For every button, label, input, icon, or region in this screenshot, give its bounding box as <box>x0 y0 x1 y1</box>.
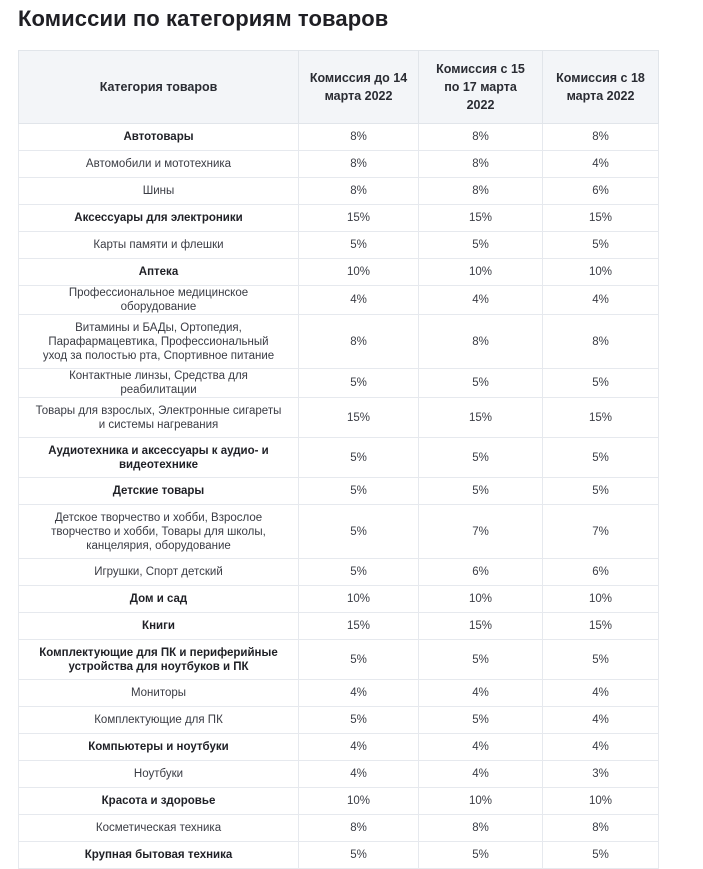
category-cell: Книги <box>19 613 299 640</box>
table-row <box>19 232 659 259</box>
category-cell: Игрушки, Спорт детский <box>19 559 299 586</box>
category-cell: Мониторы <box>19 680 299 707</box>
commission-from-mar-18-cell: 3% <box>543 761 659 788</box>
commission-mar-15-17-cell: 5% <box>419 707 543 734</box>
header-category: Категория товаров <box>19 51 299 124</box>
header-commission-mar-15-17: Комиссия с 15 по 17 марта 2022 <box>419 51 543 124</box>
commission-mar-15-17-cell: 5% <box>419 232 543 259</box>
commission-before-mar-14-cell: 5% <box>299 232 419 259</box>
commission-before-mar-14-cell: 10% <box>299 259 419 286</box>
commission-before-mar-14-cell: 5% <box>299 438 419 478</box>
commission-before-mar-14-cell: 10% <box>299 586 419 613</box>
commission-mar-15-17-cell: 15% <box>419 613 543 640</box>
commission-before-mar-14-cell: 4% <box>299 286 419 315</box>
commission-before-mar-14-cell: 5% <box>299 640 419 680</box>
commission-before-mar-14-cell: 8% <box>299 151 419 178</box>
commission-before-mar-14-cell: 8% <box>299 178 419 205</box>
header-commission-from-mar-18: Комиссия с 18 марта 2022 <box>543 51 659 124</box>
table-row <box>19 788 659 815</box>
commission-from-mar-18-cell: 5% <box>543 842 659 869</box>
table-row <box>19 369 659 398</box>
table-header-row <box>19 51 659 124</box>
commission-table-container <box>18 50 658 869</box>
commission-before-mar-14-cell: 8% <box>299 815 419 842</box>
table-row <box>19 559 659 586</box>
category-cell: Ноутбуки <box>19 761 299 788</box>
category-cell: Компьютеры и ноутбуки <box>19 734 299 761</box>
commission-mar-15-17-cell: 5% <box>419 842 543 869</box>
table-row <box>19 178 659 205</box>
category-cell: Дом и сад <box>19 586 299 613</box>
commission-before-mar-14-cell: 5% <box>299 505 419 559</box>
category-cell: Контактные линзы, Средства для реабилитации <box>19 369 299 398</box>
header-commission-before-mar-14: Комиссия до 14 марта 2022 <box>299 51 419 124</box>
commission-mar-15-17-cell: 10% <box>419 586 543 613</box>
commission-mar-15-17-cell: 4% <box>419 761 543 788</box>
commission-from-mar-18-cell: 4% <box>543 734 659 761</box>
table-row <box>19 151 659 178</box>
commission-from-mar-18-cell: 5% <box>543 438 659 478</box>
commission-from-mar-18-cell: 15% <box>543 613 659 640</box>
table-row <box>19 478 659 505</box>
commission-from-mar-18-cell: 5% <box>543 478 659 505</box>
commission-before-mar-14-cell: 5% <box>299 707 419 734</box>
commission-mar-15-17-cell: 10% <box>419 788 543 815</box>
commission-mar-15-17-cell: 5% <box>419 478 543 505</box>
category-cell: Красота и здоровье <box>19 788 299 815</box>
commission-mar-15-17-cell: 10% <box>419 259 543 286</box>
commission-before-mar-14-cell: 5% <box>299 369 419 398</box>
table-row <box>19 286 659 315</box>
commission-mar-15-17-cell: 8% <box>419 315 543 369</box>
commission-mar-15-17-cell: 4% <box>419 286 543 315</box>
category-cell: Комплектующие для ПК и периферийные устройства для ноутбуков и ПК <box>19 640 299 680</box>
commission-mar-15-17-cell: 8% <box>419 151 543 178</box>
commission-table <box>18 50 659 869</box>
commission-from-mar-18-cell: 10% <box>543 259 659 286</box>
commission-mar-15-17-cell: 8% <box>419 815 543 842</box>
commission-from-mar-18-cell: 5% <box>543 232 659 259</box>
commission-from-mar-18-cell: 5% <box>543 369 659 398</box>
commission-before-mar-14-cell: 15% <box>299 398 419 438</box>
category-cell: Профессиональное медицинское оборудование <box>19 286 299 315</box>
table-row <box>19 398 659 438</box>
commission-before-mar-14-cell: 8% <box>299 124 419 151</box>
commission-mar-15-17-cell: 6% <box>419 559 543 586</box>
commission-mar-15-17-cell: 4% <box>419 734 543 761</box>
category-cell: Крупная бытовая техника <box>19 842 299 869</box>
category-cell: Карты памяти и флешки <box>19 232 299 259</box>
commission-before-mar-14-cell: 5% <box>299 842 419 869</box>
commission-from-mar-18-cell: 15% <box>543 205 659 232</box>
commission-from-mar-18-cell: 6% <box>543 559 659 586</box>
table-row <box>19 613 659 640</box>
commission-mar-15-17-cell: 5% <box>419 438 543 478</box>
commission-before-mar-14-cell: 15% <box>299 613 419 640</box>
commission-mar-15-17-cell: 15% <box>419 205 543 232</box>
category-cell: Аудиотехника и аксессуары к аудио- и видеотехнике <box>19 438 299 478</box>
table-row <box>19 586 659 613</box>
commission-from-mar-18-cell: 6% <box>543 178 659 205</box>
category-cell: Аксессуары для электроники <box>19 205 299 232</box>
table-row <box>19 438 659 478</box>
table-row <box>19 815 659 842</box>
commission-from-mar-18-cell: 7% <box>543 505 659 559</box>
commission-mar-15-17-cell: 8% <box>419 124 543 151</box>
category-cell: Товары для взрослых, Электронные сигареты и системы нагревания <box>19 398 299 438</box>
category-cell: Косметическая техника <box>19 815 299 842</box>
commission-before-mar-14-cell: 4% <box>299 761 419 788</box>
commission-from-mar-18-cell: 4% <box>543 680 659 707</box>
table-row <box>19 761 659 788</box>
category-cell: Аптека <box>19 259 299 286</box>
table-row <box>19 205 659 232</box>
commission-from-mar-18-cell: 10% <box>543 586 659 613</box>
commission-mar-15-17-cell: 15% <box>419 398 543 438</box>
commission-before-mar-14-cell: 4% <box>299 734 419 761</box>
commission-from-mar-18-cell: 4% <box>543 151 659 178</box>
category-cell: Детские товары <box>19 478 299 505</box>
page-title: Комиссии по категориям товаров <box>18 6 389 31</box>
category-cell: Витамины и БАДы, Ортопедия, Парафармацевтика, Профессиональный уход за полостью рта, Спортивное питание <box>19 315 299 369</box>
commission-before-mar-14-cell: 10% <box>299 788 419 815</box>
table-body <box>19 124 659 869</box>
commission-mar-15-17-cell: 5% <box>419 369 543 398</box>
commission-from-mar-18-cell: 15% <box>543 398 659 438</box>
commission-mar-15-17-cell: 8% <box>419 178 543 205</box>
commission-mar-15-17-cell: 5% <box>419 640 543 680</box>
commission-from-mar-18-cell: 4% <box>543 707 659 734</box>
commission-from-mar-18-cell: 8% <box>543 124 659 151</box>
commission-before-mar-14-cell: 8% <box>299 315 419 369</box>
commission-from-mar-18-cell: 8% <box>543 315 659 369</box>
category-cell: Комплектующие для ПК <box>19 707 299 734</box>
commission-from-mar-18-cell: 10% <box>543 788 659 815</box>
table-row <box>19 734 659 761</box>
category-cell: Шины <box>19 178 299 205</box>
commission-from-mar-18-cell: 4% <box>543 286 659 315</box>
table-row <box>19 124 659 151</box>
category-cell: Автотовары <box>19 124 299 151</box>
commission-before-mar-14-cell: 15% <box>299 205 419 232</box>
table-row <box>19 315 659 369</box>
commission-mar-15-17-cell: 4% <box>419 680 543 707</box>
commission-from-mar-18-cell: 8% <box>543 815 659 842</box>
commission-mar-15-17-cell: 7% <box>419 505 543 559</box>
table-row <box>19 707 659 734</box>
commission-before-mar-14-cell: 5% <box>299 559 419 586</box>
table-row <box>19 842 659 869</box>
commission-from-mar-18-cell: 5% <box>543 640 659 680</box>
commission-before-mar-14-cell: 4% <box>299 680 419 707</box>
table-row <box>19 505 659 559</box>
table-row <box>19 259 659 286</box>
table-row <box>19 680 659 707</box>
category-cell: Детское творчество и хобби, Взрослое творчество и хобби, Товары для школы, канцелярия, оборудование <box>19 505 299 559</box>
category-cell: Автомобили и мототехника <box>19 151 299 178</box>
commission-before-mar-14-cell: 5% <box>299 478 419 505</box>
table-row <box>19 640 659 680</box>
